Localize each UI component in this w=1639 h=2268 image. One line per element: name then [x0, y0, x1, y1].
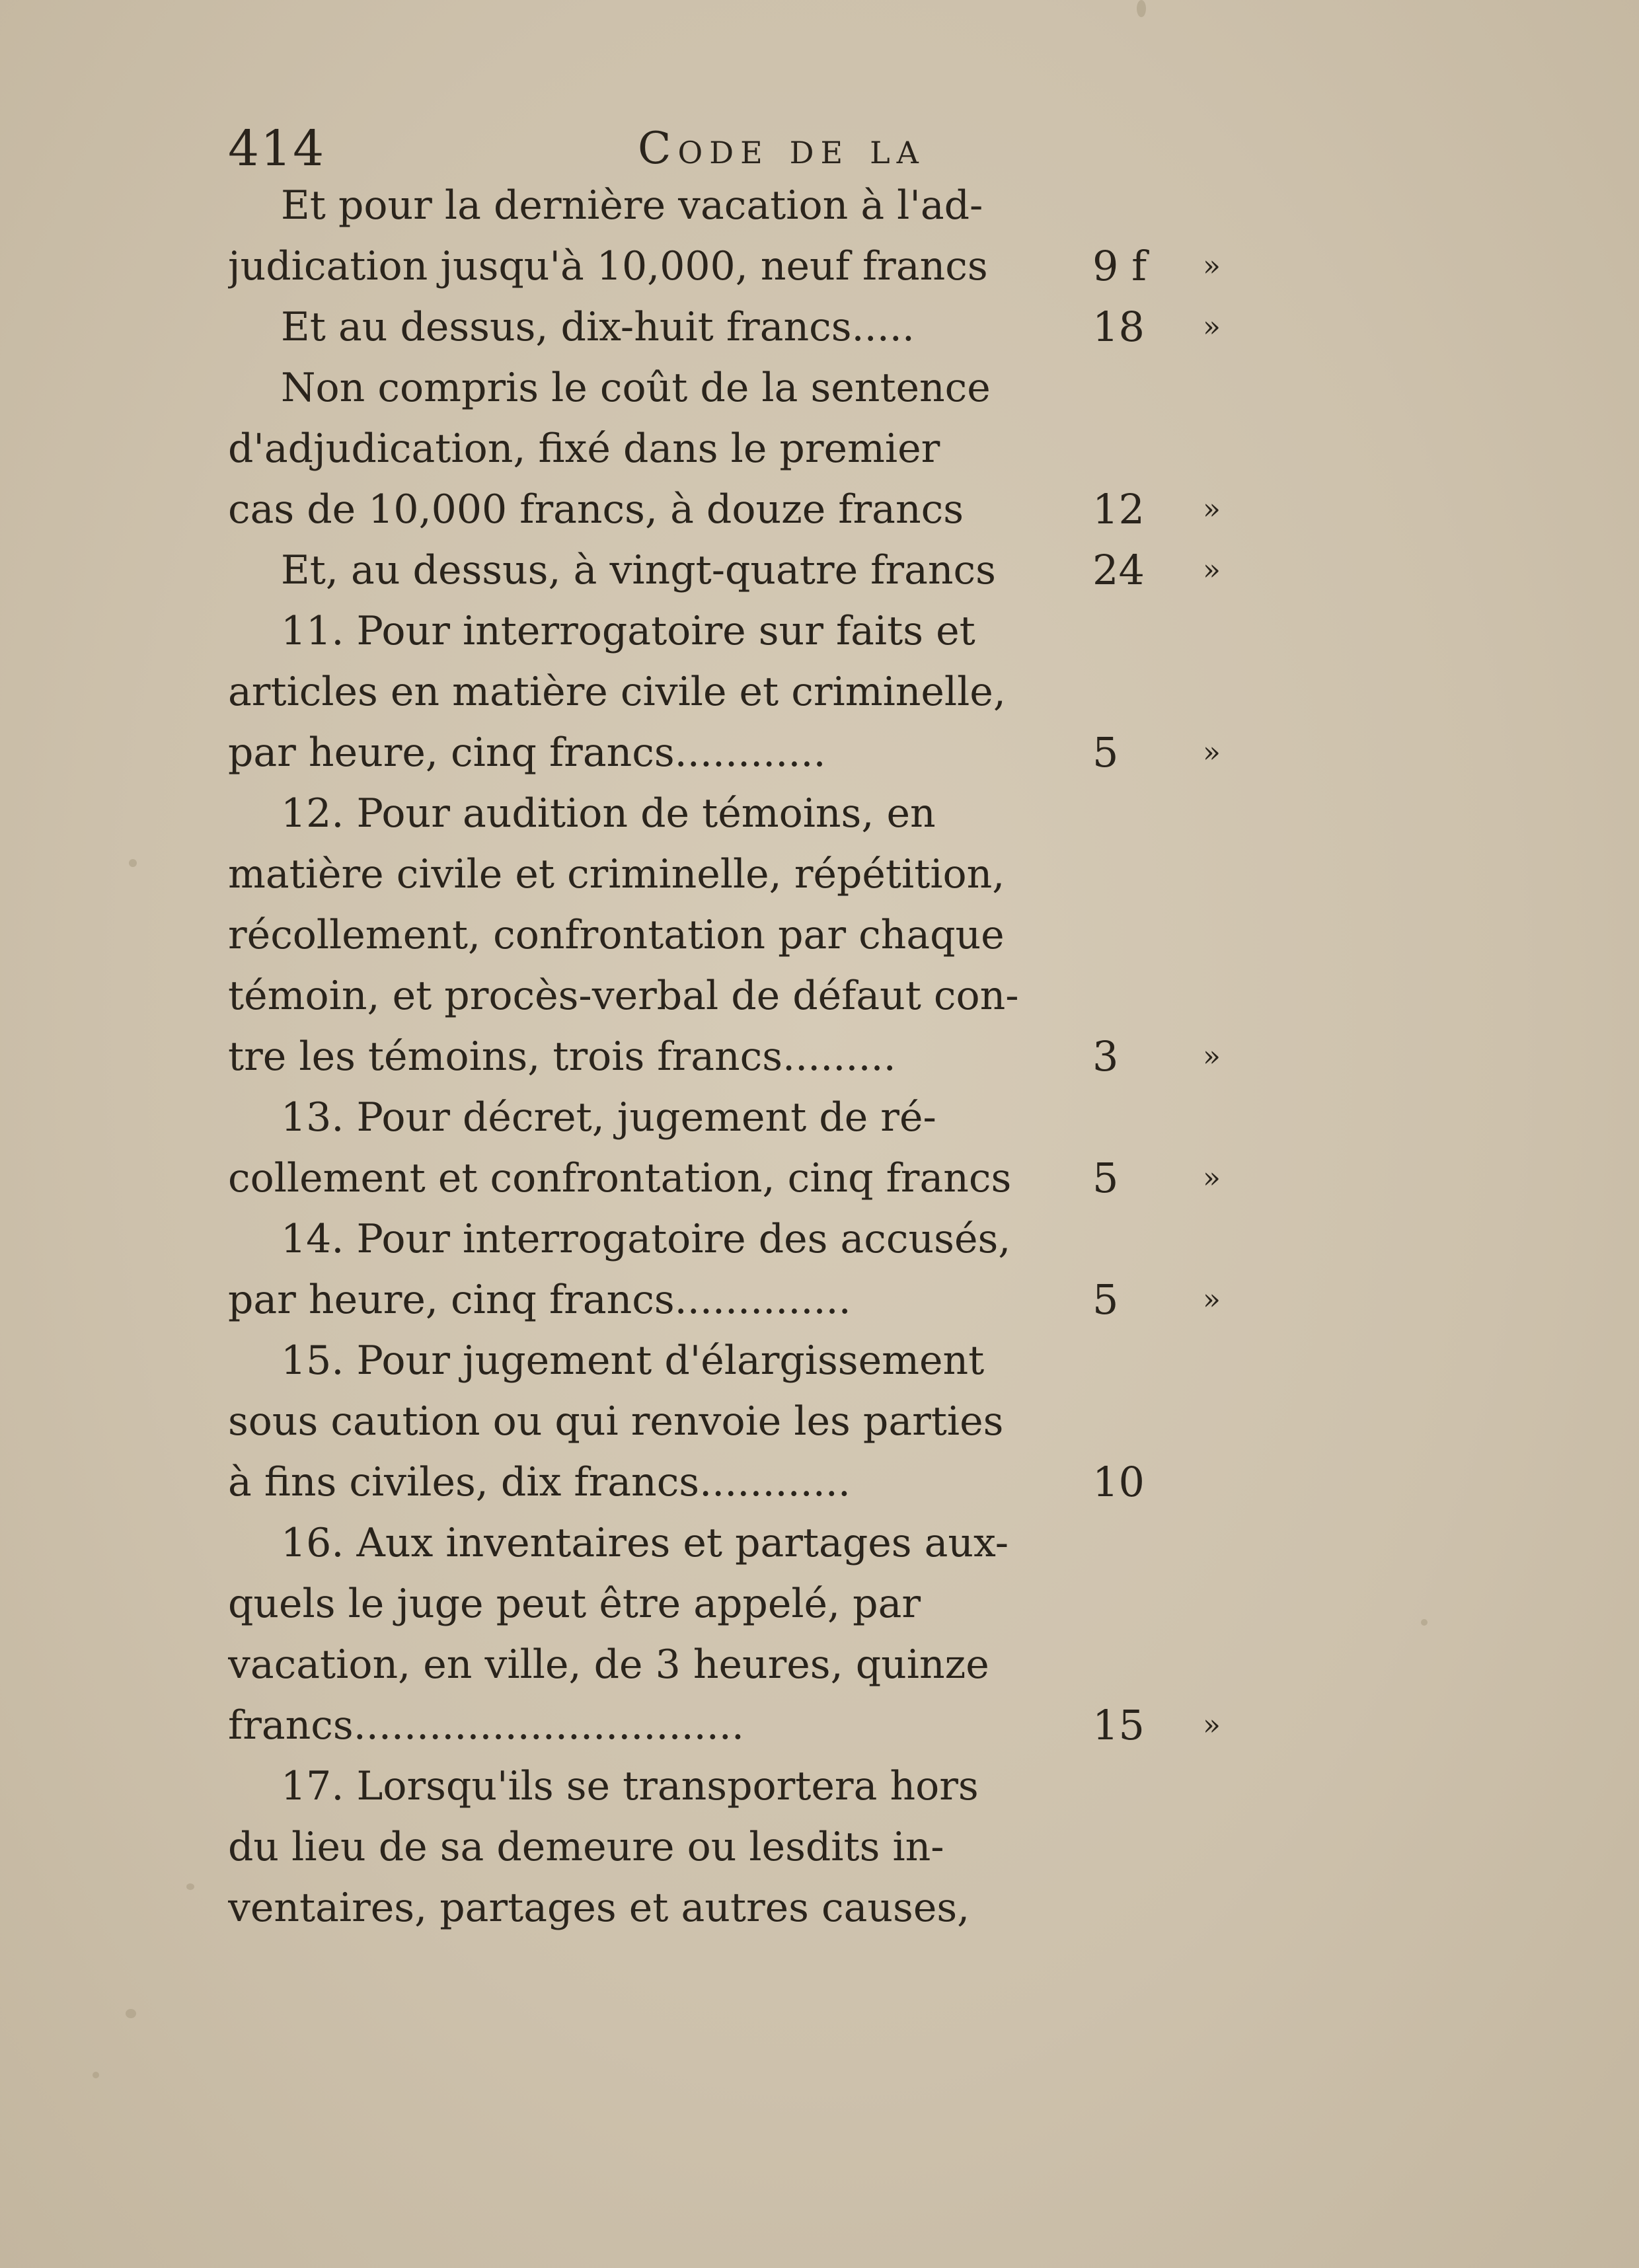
fee-amount: 12: [1092, 485, 1145, 533]
paper-speck: [1421, 1619, 1428, 1626]
fee-amount: 5: [1092, 1154, 1119, 1202]
text-line: [228, 358, 1537, 418]
line-text: sous caution ou qui renvoie les parties: [228, 1398, 1004, 1445]
text-line: [228, 662, 1537, 722]
line-text: d'adjudication, fixé dans le premier: [228, 426, 940, 472]
fee-amount: 10: [1092, 1458, 1145, 1506]
paper-speck: [129, 859, 137, 867]
line-text: quels le juge peut être appelé, par: [228, 1581, 921, 1627]
line-text: 14. Pour interrogatoire des accusés,: [281, 1216, 1011, 1262]
paper-speck: [93, 2072, 99, 2078]
text-line: [228, 1209, 1537, 1269]
text-line: [228, 722, 1537, 783]
text-line: [228, 844, 1537, 905]
text-line: [228, 1756, 1537, 1817]
line-text: 11. Pour interrogatoire sur faits et: [281, 608, 975, 654]
fee-centimes: »: [1203, 1161, 1221, 1195]
text-line: [228, 1877, 1537, 1938]
line-text: par heure, cinq francs..............: [228, 1277, 851, 1323]
line-text: ventaires, partages et autres causes,: [228, 1885, 970, 1931]
line-text: 16. Aux inventaires et partages aux-: [281, 1520, 1009, 1566]
line-text: 13. Pour décret, jugement de ré-: [281, 1094, 936, 1141]
fee-centimes: »: [1203, 249, 1221, 283]
text-line: [228, 1391, 1537, 1452]
fee-centimes: »: [1203, 492, 1221, 526]
line-text: Et, au dessus, à vingt-quatre francs: [281, 547, 996, 593]
text-line: [228, 1269, 1537, 1330]
fee-amount: 15: [1092, 1701, 1145, 1749]
page-number: 414: [228, 120, 326, 177]
line-text: cas de 10,000 francs, à douze francs: [228, 486, 964, 533]
line-text: par heure, cinq francs............: [228, 730, 826, 776]
text-line: [228, 1148, 1537, 1209]
text-line: [228, 1026, 1537, 1087]
line-text: 15. Pour jugement d'élargissement: [281, 1338, 985, 1384]
line-text: témoin, et procès-verbal de défaut con-: [228, 973, 1019, 1019]
text-line: [228, 1695, 1537, 1756]
line-text: vacation, en ville, de 3 heures, quinze: [228, 1642, 989, 1688]
line-text: judication jusqu'à 10,000, neuf francs: [228, 243, 988, 289]
line-text: collement et confrontation, cinq francs: [228, 1155, 1012, 1201]
text-line: [228, 540, 1537, 601]
paper-speck: [1137, 0, 1146, 17]
text-line: [228, 1573, 1537, 1634]
fee-centimes: »: [1203, 1708, 1221, 1742]
text-line: [228, 236, 1537, 297]
line-text: matière civile et criminelle, répétition,: [228, 851, 1005, 897]
line-text: 12. Pour audition de témoins, en: [281, 790, 936, 837]
fee-amount: 5: [1092, 1275, 1119, 1324]
line-text: Et pour la dernière vacation à l'ad-: [281, 182, 983, 229]
fee-amount: 5: [1092, 728, 1119, 776]
running-title: Code de la: [638, 123, 925, 174]
text-line: [228, 1452, 1537, 1513]
fee-amount: 3: [1092, 1032, 1119, 1080]
line-text: du lieu de sa demeure ou lesdits in-: [228, 1824, 944, 1870]
text-line: [228, 1817, 1537, 1877]
text-line: [228, 783, 1537, 844]
text-line: [228, 175, 1537, 236]
line-text: 17. Lorsqu'ils se transportera hors: [281, 1763, 979, 1809]
line-text: Et au dessus, dix-huit francs.....: [281, 304, 915, 350]
text-line: [228, 1330, 1537, 1391]
line-text: francs...............................: [228, 1702, 744, 1749]
text-line: [228, 479, 1537, 540]
text-line: [228, 297, 1537, 358]
text-line: [228, 905, 1537, 965]
fee-amount: 24: [1092, 546, 1145, 594]
page-header: [228, 119, 1180, 178]
text-line: [228, 965, 1537, 1026]
fee-amount: 9 f: [1092, 242, 1147, 290]
fee-centimes: »: [1203, 1040, 1221, 1073]
paper-speck: [126, 2009, 136, 2018]
fee-amount: 18: [1092, 303, 1145, 351]
text-body: [228, 175, 1537, 1938]
line-text: articles en matière civile et criminelle,: [228, 669, 1006, 715]
line-text: récollement, confrontation par chaque: [228, 912, 1005, 958]
line-text: à fins civiles, dix francs............: [228, 1459, 851, 1505]
fee-centimes: »: [1203, 1283, 1221, 1316]
text-line: [228, 1087, 1537, 1148]
text-line: [228, 418, 1537, 479]
fee-centimes: »: [1203, 553, 1221, 587]
paper-speck: [186, 1883, 194, 1890]
fee-centimes: »: [1203, 310, 1221, 344]
line-text: tre les témoins, trois francs.........: [228, 1034, 896, 1080]
fee-centimes: »: [1203, 736, 1221, 769]
text-line: [228, 601, 1537, 662]
text-line: [228, 1513, 1537, 1573]
text-line: [228, 1634, 1537, 1695]
line-text: Non compris le coût de la sentence: [281, 365, 991, 411]
